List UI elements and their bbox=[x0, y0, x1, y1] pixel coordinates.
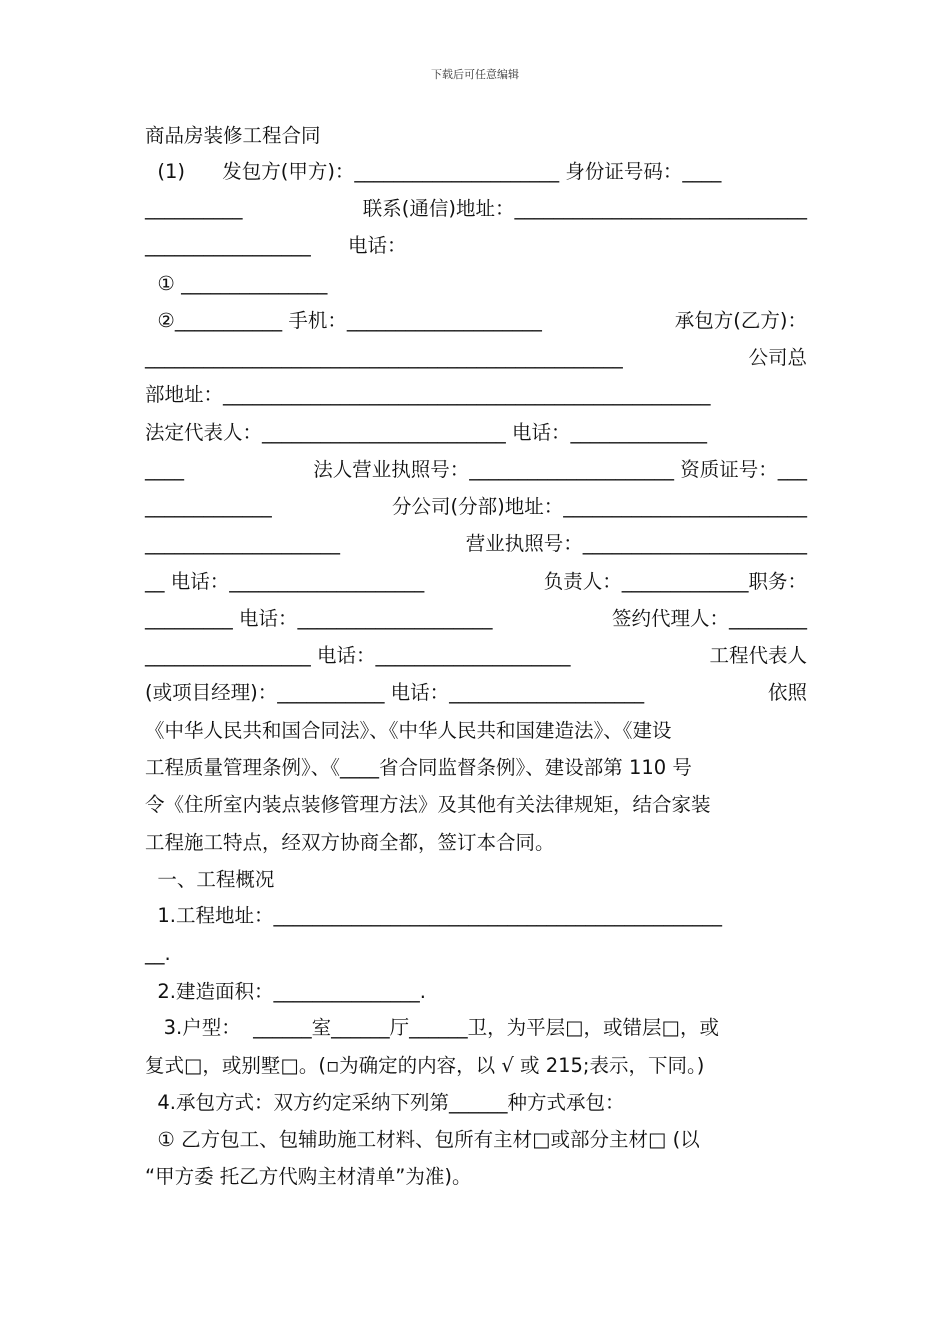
contract-line bbox=[145, 900, 807, 932]
contract-text: 工程代表人 bbox=[709, 644, 807, 667]
contract-line bbox=[145, 677, 807, 709]
contract-line bbox=[145, 1012, 807, 1044]
contract-line bbox=[145, 752, 807, 784]
contract-text: “甲方委 托乙方代购主材清单”为准)。 bbox=[145, 1165, 472, 1188]
contract-text: 联系(通信)地址：______________________________ bbox=[362, 197, 807, 220]
contract-text: 分公司(分部)地址：_________________________ bbox=[392, 495, 807, 518]
contract-text: 工程质量管理条例》、《____省合同监督条例》、建设部第 110 号 bbox=[145, 756, 692, 779]
page-header: 下载后可任意编辑 bbox=[431, 68, 519, 81]
contract-text: ____ bbox=[145, 458, 184, 481]
contract-text: ____________________ bbox=[145, 532, 340, 555]
contract-text: 签约代理人：________ bbox=[611, 607, 807, 630]
contract-line bbox=[145, 603, 807, 635]
contract-text: _________________ 电话：____________________ bbox=[145, 644, 571, 667]
contract-line bbox=[145, 789, 807, 821]
contract-text: 2.建造面积：_______________. bbox=[145, 980, 426, 1003]
contract-line bbox=[145, 268, 807, 300]
contract-line bbox=[145, 305, 807, 337]
contract-text: 令《住所室内装点装修管理方法》及其他有关法律规矩，结合家装 bbox=[145, 793, 711, 816]
contract-text: _________________ 电话： bbox=[145, 234, 407, 257]
contract-text: __ 电话：____________________ bbox=[145, 570, 425, 593]
contract-text: __________ bbox=[145, 197, 243, 220]
contract-line bbox=[145, 454, 807, 486]
contract-line bbox=[145, 379, 807, 411]
contract-text: 复式□，或别墅□。(▫为确定的内容，以 √ 或 215;表示，下同。) bbox=[145, 1054, 705, 1077]
contract-text: _________ 电话：____________________ bbox=[145, 607, 493, 630]
contract-text: ① 乙方包工、包辅助施工材料、包所有主材□或部分主材□ (以 bbox=[145, 1128, 700, 1151]
contract-text: (或项目经理)：___________ 电话：____________________ bbox=[145, 681, 645, 704]
contract-line bbox=[145, 827, 807, 859]
contract-line bbox=[145, 566, 807, 598]
contract-line bbox=[145, 1050, 807, 1082]
contract-text: (1) 发包方(甲方)：_____________________ 身份证号码：____ bbox=[145, 160, 722, 183]
contract-text: __. bbox=[145, 942, 171, 965]
contract-text: 3.户型： ______室______厅______卫，为平层□，或错层□，或 bbox=[145, 1016, 719, 1039]
contract-line bbox=[145, 156, 807, 188]
contract-line bbox=[145, 1161, 807, 1193]
contract-text: 一、工程概况 bbox=[145, 868, 275, 891]
contract-text: _________________________________________________ bbox=[145, 346, 623, 369]
document-title: 商品房装修工程合同 bbox=[145, 124, 321, 147]
contract-line bbox=[145, 230, 807, 262]
contract-text: 法人营业执照号：_____________________ 资质证号：___ bbox=[313, 458, 807, 481]
contract-text: ②___________ 手机：____________________ bbox=[145, 309, 542, 332]
contract-line bbox=[145, 640, 807, 672]
contract-line bbox=[145, 491, 807, 523]
contract-text: 部地址：__________________________________________________ bbox=[145, 383, 711, 406]
contract-text: _____________ bbox=[145, 495, 272, 518]
contract-text: 工程施工特点，经双方协商全都，签订本合同。 bbox=[145, 831, 555, 854]
contract-text: 法定代表人：_________________________ 电话：______________ bbox=[145, 421, 707, 444]
contract-text: 公司总 bbox=[748, 346, 807, 369]
contract-text: ① _______________ bbox=[145, 272, 328, 295]
contract-line bbox=[145, 1124, 807, 1156]
contract-text: 营业执照号：_______________________ bbox=[465, 532, 807, 555]
contract-line bbox=[145, 938, 807, 970]
contract-text: 4.承包方式：双方约定采纳下列第______种方式承包： bbox=[145, 1091, 625, 1114]
contract-line bbox=[145, 976, 807, 1008]
contract-text: 依照 bbox=[767, 681, 807, 704]
contract-line bbox=[145, 528, 807, 560]
contract-text: 《中华人民共和国合同法》、《中华人民共和国建造法》、《建设 bbox=[145, 719, 672, 742]
contract-text: 1.工程地址：______________________________________________ bbox=[145, 904, 723, 927]
contract-line bbox=[145, 342, 807, 374]
contract-line bbox=[145, 1087, 807, 1119]
contract-text: 负责人：_____________职务： bbox=[543, 570, 807, 593]
contract-text: 承包方(乙方)： bbox=[674, 309, 807, 332]
contract-line bbox=[145, 715, 807, 747]
contract-line bbox=[145, 193, 807, 225]
contract-line bbox=[145, 417, 807, 449]
contract-line bbox=[145, 864, 807, 896]
